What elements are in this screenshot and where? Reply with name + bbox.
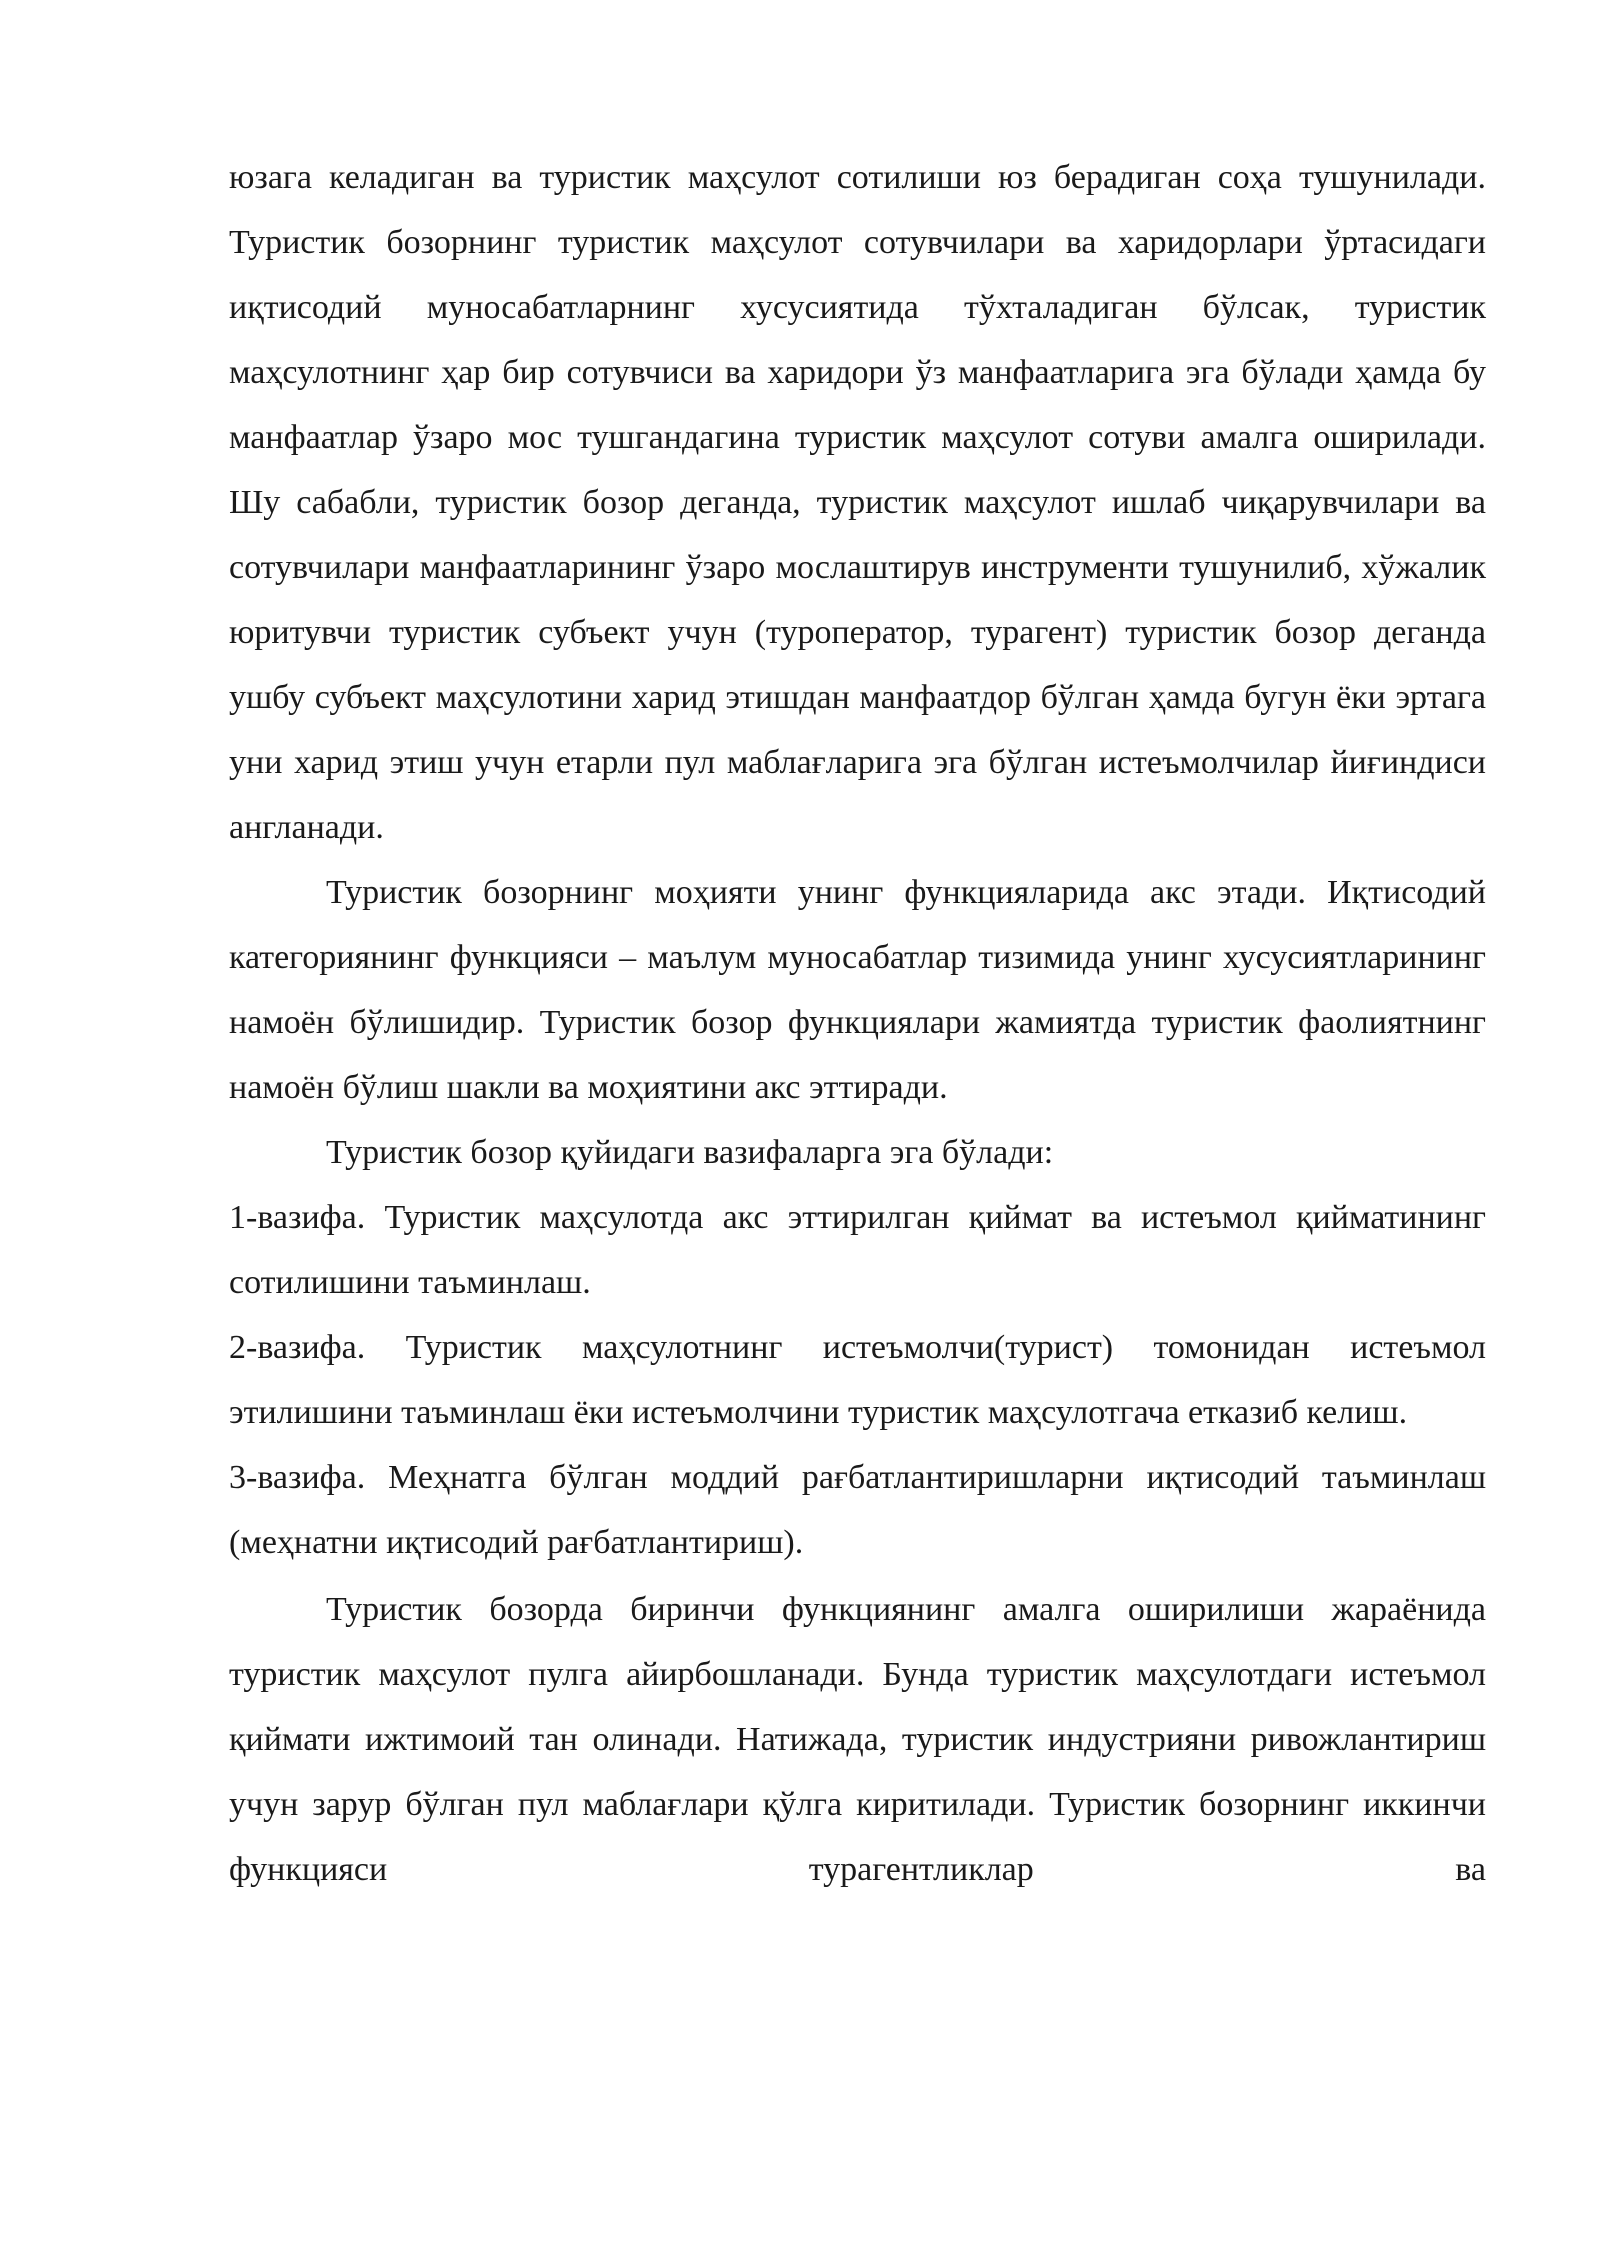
paragraph-first-function-detail: Туристик бозорда биринчи функциянинг амалга оширилиши жараёнида туристик маҳсулот пулга айирбошланади. Бунда туристик маҳсулотдаги истеъмол қиймати ижтимоий тан олинади. Натижада, туристик индустрияни ривожлантириш учун зарур бўлган пул маблағлари қўлга киритилади. Туристик бозорнинг иккинчи функцияси турагентликлар ва [229,1591,1486,1888]
document-body [229,145,1486,1902]
paragraph-functions-intro: Туристик бозор қуйидаги вазифаларга эга бўлади: [326,1134,1054,1171]
paragraph-market-essence: Туристик бозорнинг моҳияти унинг функцияларида акс этади. Иқтисодий категориянинг функцияси – маълум муносабатлар тизимида унинг хусусиятларининг намоён бўлишидир. Туристик бозор функциялари жамиятда туристик фаолиятнинг намоён бўлиш шакли ва моҳиятини акс эттиради. [229,874,1486,1106]
paragraph-function-2: 2-вазифа. Туристик маҳсулотнинг истеъмолчи(турист) томонидан истеъмол этилишини таъминлаш ёки истеъмолчини туристик маҳсулотгача етказиб келиш. [229,1329,1486,1431]
paragraph-tourism-market-definition: юзага келадиган ва туристик маҳсулот сотилиши юз берадиган соҳа тушунилади. Туристик бозорнинг туристик маҳсулот сотувчилари ва харидорлари ўртасидаги иқтисодий муносабатларнинг хусусиятида тўхталадиган бўлсак, туристик маҳсулотнинг ҳар бир сотувчиси ва харидори ўз манфаатларига эга бўлади ҳамда бу манфаатлар ўзаро мос тушгандагина туристик маҳсулот сотуви амалга оширилади. Шу сабабли, туристик бозор деганда, туристик маҳсулот ишлаб чиқарувчилари ва сотувчилари манфаатларининг ўзаро мослаштирув инструменти тушунилиб, хўжалик юритувчи туристик субъект учун (туроператор, турагент) туристик бозор деганда ушбу субъект маҳсулотини харид этишдан манфаатдор бўлган ҳамда бугун ёки эртага уни харид этиш учун етарли пул маблағларига эга бўлган истеъмолчилар йиғиндиси англанади. [229,159,1486,846]
paragraph-function-3: 3-вазифа. Меҳнатга бўлган моддий рағбатлантиришларни иқтисодий таъминлаш (меҳнатни иқтисодий рағбатлантириш). [229,1459,1486,1561]
paragraph-function-1: 1-вазифа. Туристик маҳсулотда акс эттирилган қиймат ва истеъмол қийматининг сотилишини таъминлаш. [229,1199,1486,1301]
